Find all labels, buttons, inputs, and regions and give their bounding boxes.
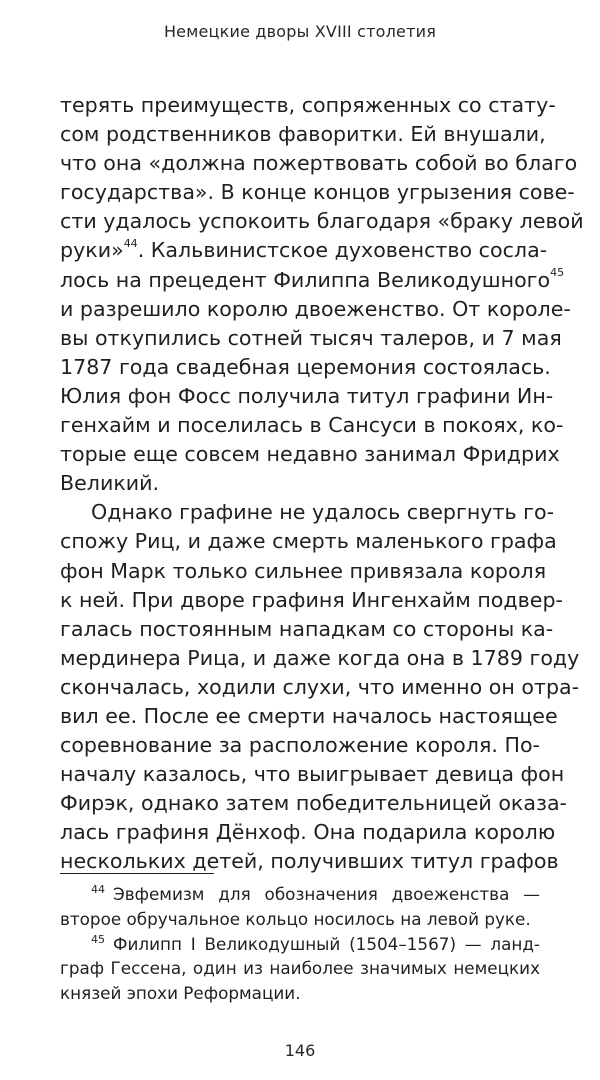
footnote-line (60, 907, 540, 932)
text-line: сти удалось успокоить благодаря «браку левой (60, 209, 584, 234)
text-line: генхайм и поселилась в Сансуси в покоях, ко- (60, 413, 564, 438)
text-line: Фирэк, однако затем победительницей оказа- (60, 791, 567, 816)
text-segment: руки» (60, 238, 124, 263)
footnote-line (60, 956, 540, 981)
text-line: мердинера Рица, и даже когда она в 1789 году (60, 645, 580, 670)
text-line: фон Марк только сильнее привязала короля (60, 558, 547, 583)
footnote-reference[interactable]: 45 (550, 265, 565, 279)
footnote-text: граф Гессена, один из наиболее значимых немецких (60, 958, 540, 979)
text-line: и разрешило королю двоеженство. От короле- (60, 296, 571, 321)
text-line: вил ее. После ее смерти началось настоящее (60, 703, 558, 728)
text-line: галась постоянным нападкам со стороны ка- (60, 616, 554, 641)
footnote-number: 45 (91, 933, 105, 946)
text-segment: . Кальвинистское духовенство сосла- (137, 238, 548, 263)
paragraph-1 (60, 91, 584, 498)
footnote-text: князей эпохи Реформации. (60, 983, 301, 1004)
text-line: Юлия фон Фосс получила титул графини Ин- (60, 383, 554, 408)
text-line (60, 265, 565, 295)
footnote-divider (60, 873, 214, 874)
text-line: терять преимуществ, сопряженных со стату- (60, 93, 556, 117)
text-line: что она «должна пожертвовать собой во благо (60, 151, 578, 176)
main-text (60, 91, 584, 877)
text-line: Однако графине не удалось свергнуть го- (91, 500, 554, 525)
text-line: соревнование за расположение короля. По- (60, 733, 540, 758)
footnote-44 (60, 882, 540, 932)
text-line: спожу Риц, и даже смерть маленького графа (60, 529, 557, 554)
footnote-line (60, 932, 540, 957)
text-line: скончалась, ходили слухи, что именно он отра- (60, 674, 580, 699)
text-line: к ней. При дворе графиня Ингенхайм подвер- (60, 587, 563, 612)
footnote-line (60, 882, 540, 907)
footnote-45 (60, 932, 540, 1006)
footnote-number: 44 (91, 883, 105, 897)
text-line: государства». В конце концов угрызения сове- (60, 180, 575, 205)
footnotes (60, 882, 540, 1006)
footnote-text: второе обручальное кольцо носилось на левой руке. (60, 908, 531, 929)
footnote-line (60, 981, 540, 1006)
text-line: сом родственников фаворитки. Ей внушали, (60, 122, 546, 147)
running-head: Немецкие дворы XVIII столетия (163, 22, 437, 41)
page-number: 146 (284, 1041, 316, 1060)
text-line (60, 236, 548, 265)
text-line: 1787 года свадебная церемония состоялась. (60, 354, 551, 379)
footnote-text: Филипп I Великодушный (1504–1567) — ланд- (113, 933, 540, 954)
text-segment: лось на прецедент Филиппа Великодушного (60, 267, 551, 292)
text-line: лась графиня Дёнхоф. Она подарила королю (60, 820, 556, 845)
footnote-reference[interactable]: 44 (123, 236, 138, 250)
paragraph-2 (60, 498, 580, 876)
text-line: Великий. (60, 471, 160, 496)
text-line: торые еще совсем недавно занимал Фридрих (60, 442, 560, 467)
footnote-text: Эвфемизм для обозначения двоеженства — (113, 884, 540, 904)
text-line: началу казалось, что выигрывает девица фон (60, 762, 565, 787)
text-line: нескольких детей, получивших титул графов (60, 849, 559, 874)
text-line: вы откупились сотней тысяч талеров, и 7 мая (60, 325, 562, 350)
